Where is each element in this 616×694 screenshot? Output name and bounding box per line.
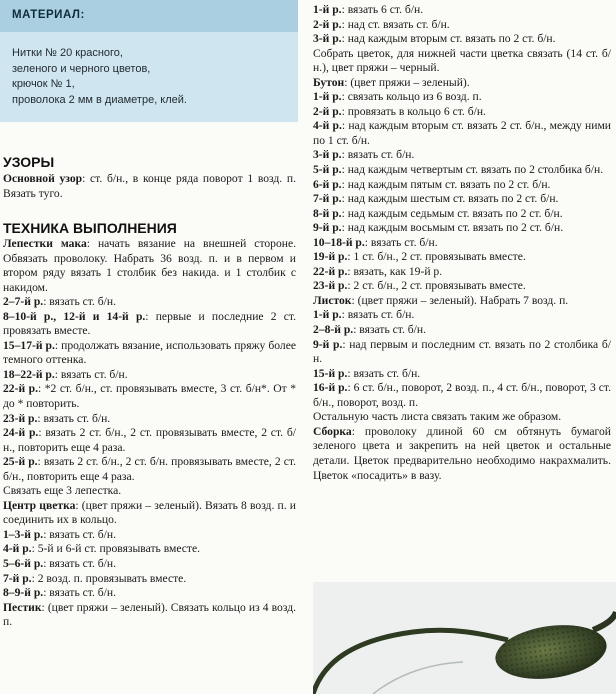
step-label: 8–10-й р., 12-й и 14-й р. bbox=[3, 309, 146, 323]
step-text: : вязать ст. б/н. bbox=[341, 148, 415, 162]
step-label: 9-й р. bbox=[313, 221, 342, 235]
left-step bbox=[3, 295, 296, 310]
right-step bbox=[313, 163, 611, 178]
right-step bbox=[313, 105, 611, 120]
step-text: : 1 ст. б/н., 2 ст. провязывать вместе. bbox=[347, 250, 526, 264]
step-text: : над каждым восьмым ст. вязать по 2 ст. б/н. bbox=[341, 221, 564, 235]
step-label: 7-й р. bbox=[3, 571, 32, 585]
pattern-text: : ст. б/н., в конце ряда поворот 1 возд. п. Вязать туго. bbox=[3, 172, 296, 200]
step-label: 25-й р. bbox=[3, 455, 38, 469]
right-step bbox=[313, 76, 611, 91]
right-step bbox=[313, 207, 611, 222]
left-step bbox=[3, 339, 296, 368]
step-label: 23-й р. bbox=[3, 411, 38, 425]
material-line: зеленого и черного цветов, bbox=[12, 62, 151, 75]
step-text: Собрать цветок, для нижней части цветка связать (14 ст. б/н.), цвет пряжи – черный. bbox=[313, 46, 611, 75]
right-step bbox=[313, 410, 611, 425]
material-line: Нитки № 20 красного, bbox=[12, 47, 123, 59]
step-text: : над каждым седьмым ст. вязать по 2 ст. б/н. bbox=[341, 206, 563, 220]
step-label: 15-й р. bbox=[313, 366, 348, 380]
step-label: 24-й р. bbox=[3, 426, 39, 440]
step-text: : 6 ст. б/н., поворот, 2 возд. п., 4 ст. б/н., поворот, 3 ст. б/н., поворот, возд. п. bbox=[313, 381, 611, 409]
material-list bbox=[12, 46, 187, 108]
left-step bbox=[3, 455, 296, 484]
right-step bbox=[313, 3, 611, 18]
right-step bbox=[313, 148, 611, 163]
step-label: 6-й р. bbox=[313, 177, 342, 191]
step-text: : вязать ст. б/н. bbox=[43, 295, 116, 309]
technique-heading: ТЕХНИКА ВЫПОЛНЕНИЯ bbox=[3, 220, 177, 236]
poppy-bud-photo bbox=[313, 582, 616, 694]
left-step bbox=[3, 586, 296, 601]
right-step bbox=[313, 367, 611, 382]
step-text: : первые и последние 2 ст. провязать вместе. bbox=[3, 309, 296, 338]
step-label: 2–8-й р. bbox=[313, 323, 354, 337]
patterns-heading: УЗОРЫ bbox=[3, 154, 55, 170]
step-text: : вязать 2 ст. б/н., 2 ст. б/н. провязывать вместе, 2 ст. б/н., повторить еще 4 раза. bbox=[3, 455, 296, 483]
left-step bbox=[3, 426, 296, 455]
step-label: Лепестки мака bbox=[3, 237, 87, 250]
right-step bbox=[313, 265, 611, 280]
step-label: 5-й р. bbox=[313, 163, 342, 177]
right-step bbox=[313, 90, 611, 105]
step-text: : вязать, как 19-й р. bbox=[347, 264, 443, 278]
right-step bbox=[313, 221, 611, 236]
right-step bbox=[313, 425, 611, 483]
step-text: Связать еще 3 лепестка. bbox=[3, 484, 122, 498]
step-text: : вязать ст. б/н. bbox=[43, 586, 116, 600]
material-line: проволока 2 мм в диаметре, клей. bbox=[12, 93, 187, 106]
step-text: : над первым и последним ст. вязать по 2 столбика б/н. bbox=[313, 337, 611, 366]
step-text: : начать вязание на внешней стороне. Обвязать проволоку. Набрать 36 возд. п. и в первом и втором ряду вязать 1 столбик без накида. и 1 столбик с накидом. bbox=[3, 237, 296, 294]
right-step bbox=[313, 18, 611, 33]
left-step bbox=[3, 601, 296, 630]
step-label: Листок bbox=[313, 293, 352, 307]
step-label: 8–9-й р. bbox=[3, 586, 44, 600]
right-step bbox=[313, 308, 611, 323]
left-step bbox=[3, 310, 296, 339]
right-step bbox=[313, 192, 611, 207]
step-text: : вязать ст. б/н. bbox=[43, 527, 116, 541]
step-label: 7-й р. bbox=[313, 192, 342, 206]
pattern-item bbox=[3, 172, 296, 201]
step-text: : вязать 2 ст. б/н., 2 ст. провязывать вместе, 2 ст. б/н., повторить еще 4 раза. bbox=[3, 426, 296, 454]
step-label: 22-й р. bbox=[3, 382, 38, 396]
step-text: : продолжать вязание, использовать пряжу более темного оттенка. bbox=[3, 338, 296, 367]
step-text: : вязать ст. б/н. bbox=[43, 557, 116, 571]
step-label: 4-й р. bbox=[3, 542, 32, 556]
step-text: : над каждым четвертым ст. вязать по 2 столбика б/н. bbox=[341, 163, 604, 177]
material-line: крючок № 1, bbox=[12, 78, 75, 90]
step-label: 16-й р. bbox=[313, 381, 348, 395]
left-step bbox=[3, 484, 296, 499]
left-step bbox=[3, 528, 296, 543]
step-label: 18–22-й р. bbox=[3, 367, 55, 381]
step-label: 2-й р. bbox=[313, 17, 342, 31]
step-text: : вязать ст. б/н. bbox=[54, 367, 128, 381]
right-step bbox=[313, 178, 611, 193]
step-text: : вязать 6 ст. б/н. bbox=[341, 3, 424, 16]
left-step bbox=[3, 557, 296, 572]
step-text: : вязать ст. б/н. bbox=[364, 235, 438, 249]
step-label: 19-й р. bbox=[313, 250, 348, 264]
step-text: : вязать ст. б/н. bbox=[353, 323, 426, 337]
right-step bbox=[313, 47, 611, 76]
left-step bbox=[3, 382, 296, 411]
step-label: Сборка bbox=[313, 424, 352, 438]
step-text: : над каждым вторым ст. вязать 2 ст. б/н., между ними по 1 ст. б/н. bbox=[313, 119, 611, 147]
step-text: : проволоку длиной 60 см обтянуть бумагой зеленого цвета и закрепить на ней цветок и остальные детали. Цветок предварительно необходимо накрахмалить. Цветок «посадить» в вазу. bbox=[313, 424, 611, 482]
step-label: Центр цветка bbox=[3, 498, 76, 512]
right-step bbox=[313, 381, 611, 410]
step-label: 2–7-й р. bbox=[3, 295, 44, 309]
left-step bbox=[3, 499, 296, 528]
step-text: : 2 ст. б/н., 2 ст. провязывать вместе. bbox=[347, 279, 526, 293]
step-text: : 2 возд. п. провязывать вместе. bbox=[31, 571, 187, 585]
step-label: 15–17-й р. bbox=[3, 338, 55, 352]
step-text: Остальную часть листа связать таким же образом. bbox=[313, 410, 562, 424]
step-label: 22-й р. bbox=[313, 264, 348, 278]
step-text: : (цвет пряжи – зеленый). Набрать 7 возд. п. bbox=[351, 293, 569, 307]
step-label: 1-й р. bbox=[313, 90, 342, 104]
left-step bbox=[3, 542, 296, 557]
right-step bbox=[313, 119, 611, 148]
step-label: 23-й р. bbox=[313, 279, 348, 293]
step-label: 1–3-й р. bbox=[3, 527, 44, 541]
step-text: : вязать ст. б/н. bbox=[341, 308, 415, 322]
material-title: МАТЕРИАЛ: bbox=[12, 9, 85, 21]
step-text: : над каждым вторым ст. вязать по 2 ст. б/н. bbox=[341, 32, 556, 46]
step-label: Бутон bbox=[313, 75, 345, 89]
step-label: 1-й р. bbox=[313, 3, 342, 16]
step-label: 5–6-й р. bbox=[3, 557, 44, 571]
material-box bbox=[0, 0, 298, 122]
step-text: : связать кольцо из 6 возд. п. bbox=[341, 90, 482, 104]
right-step bbox=[313, 236, 611, 251]
right-step bbox=[313, 279, 611, 294]
step-label: 8-й р. bbox=[313, 206, 342, 220]
bud-illustration bbox=[313, 582, 616, 694]
step-label: 3-й р. bbox=[313, 32, 342, 46]
right-step bbox=[313, 32, 611, 47]
right-step bbox=[313, 250, 611, 265]
step-text: : 5-й и 6-й ст. провязывать вместе. bbox=[31, 542, 201, 556]
step-text: : над ст. вязать ст. б/н. bbox=[341, 17, 450, 31]
step-label: 10–18-й р. bbox=[313, 235, 365, 249]
right-step bbox=[313, 323, 611, 338]
step-label: 3-й р. bbox=[313, 148, 342, 162]
right-step bbox=[313, 338, 611, 367]
right-step bbox=[313, 294, 611, 309]
left-step bbox=[3, 237, 296, 295]
left-step bbox=[3, 368, 296, 383]
step-label: 1-й р. bbox=[313, 308, 342, 322]
step-text: : провязать в кольцо 6 ст. б/н. bbox=[341, 104, 486, 118]
step-text: : (цвет пряжи – зеленый). bbox=[344, 75, 470, 89]
step-text: : вязать ст. б/н. bbox=[37, 411, 111, 425]
technique-steps-left bbox=[3, 237, 296, 630]
step-label: 2-й р. bbox=[313, 104, 342, 118]
step-label: 4-й р. bbox=[313, 119, 342, 133]
pattern-label: Основной узор bbox=[3, 172, 83, 185]
step-text: : *2 ст. б/н., ст. провязывать вместе, 3 ст. б/н*. От * до * повторить. bbox=[3, 382, 296, 411]
step-text: : над каждым шестым ст. вязать по 2 ст. б/н. bbox=[341, 192, 559, 206]
step-label: Пестик bbox=[3, 600, 42, 614]
left-step bbox=[3, 572, 296, 587]
step-text: : вязать ст. б/н. bbox=[347, 366, 421, 380]
left-step bbox=[3, 412, 296, 427]
step-text: : (цвет пряжи – зеленый). Связать кольцо из 4 возд. п. bbox=[3, 600, 296, 629]
step-text: : над каждым пятым ст. вязать по 2 ст. б/н. bbox=[341, 177, 551, 191]
technique-steps-right bbox=[313, 3, 611, 483]
patterns-list bbox=[3, 172, 296, 201]
step-text: : (цвет пряжи – зеленый). Вязать 8 возд. п. и соединить их в кольцо. bbox=[3, 498, 296, 527]
step-label: 9-й р. bbox=[313, 337, 343, 351]
